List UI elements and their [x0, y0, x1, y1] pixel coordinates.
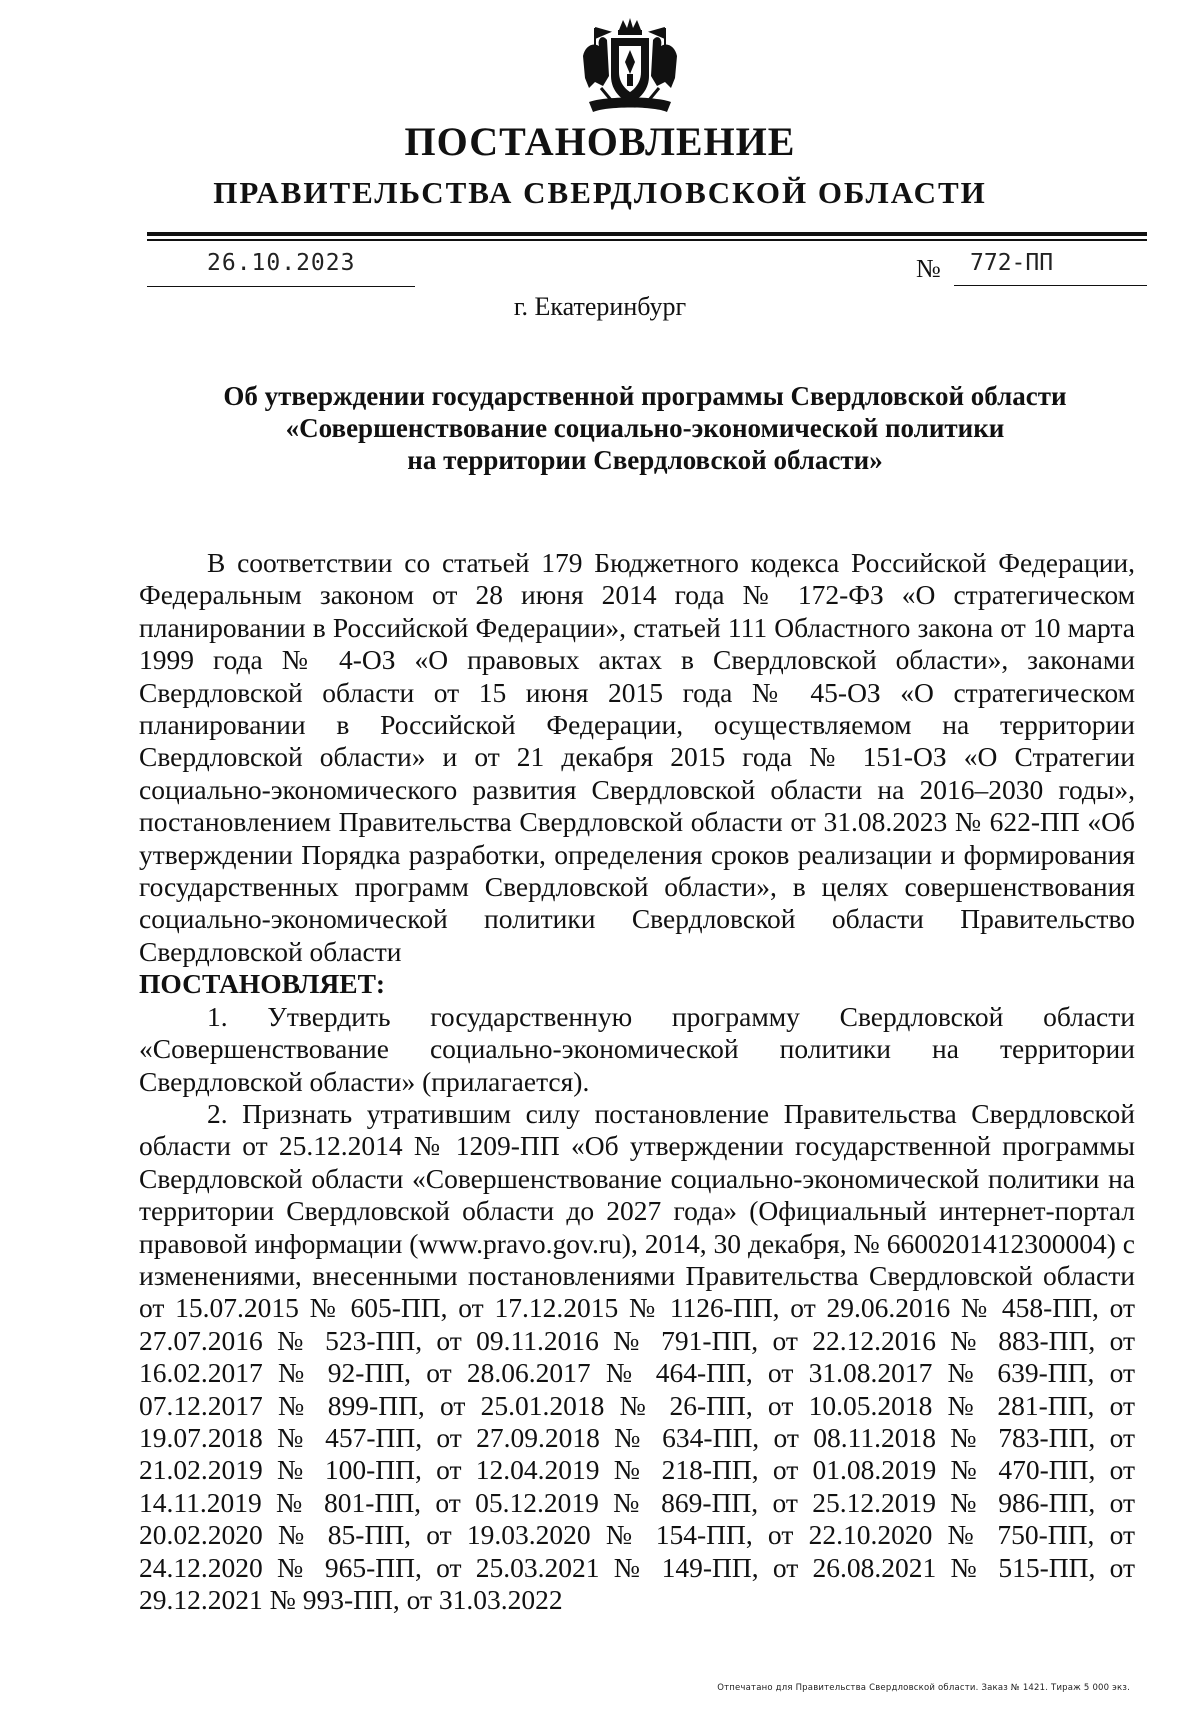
- preamble-paragraph: В соответствии со статьей 179 Бюджетного кодекса Российской Федерации, Федеральным законом от 28 июня 2014 года № 172-ФЗ «О стратегическом планировании в Российской Федерации», статьей 111 Областного закона от 10 марта 1999 года № 4-ОЗ «О правовых актах в Свердловской области», законами Свердловской области от 15 июня 2015 года № 45-ОЗ «О стратегическом планировании в Российской Федерации, осуществляемом на территории Свердловской области» и от 21 декабря 2015 года № 151-ОЗ «О Стратегии социально-экономического развития Свердловской области на 2016–2030 годы», постановлением Правительства Свердловской области от 31.08.2023 № 622-ПП «Об утверждении Порядка разработки, определения сроков реализации и формирования государственных программ Свердловской области», в целях совершенствования социально-экономической политики Свердловской области Правительство Свердловской области: [139, 547, 1135, 967]
- act-heading-line-3: на территории Свердловской области»: [407, 445, 883, 475]
- document-body: [139, 547, 1135, 1616]
- document-number: 772-ПП: [970, 250, 1054, 276]
- header-rule-thin: [147, 239, 1147, 241]
- decree-word: ПОСТАНОВЛЯЕТ:: [139, 968, 386, 1000]
- place-of-issue: г. Екатеринбург: [513, 292, 687, 321]
- document-type-title: ПОСТАНОВЛЕНИЕ: [404, 119, 796, 164]
- item-1-paragraph: 1. Утвердить государственную программу Свердловской области «Совершенствование социально-экономической политики на территории Свердловской области» (прилагается).: [139, 1000, 1135, 1097]
- header-rule-thick: [147, 232, 1147, 236]
- act-heading-line-1: Об утверждении государственной программы Свердловской области: [223, 381, 1067, 411]
- act-heading-line-2: «Совершенствование социально-экономической политики: [285, 413, 1005, 443]
- act-heading: [140, 380, 1150, 476]
- number-field: [916, 248, 1147, 286]
- print-imprint: Отпечатано для Правительства Свердловской области. Заказ № 1421. Тираж 5 000 экз.: [717, 1683, 1130, 1693]
- number-sign: №: [916, 254, 941, 283]
- issuing-authority: ПРАВИТЕЛЬСТВА СВЕРДЛОВСКОЙ ОБЛАСТИ: [213, 175, 987, 210]
- item-2-paragraph: 2. Признать утратившим силу постановление Правительства Свердловской области от 25.12.2014 № 1209-ПП «Об утверждении государственной программы Свердловской области «Совершенствование социально-экономической политики на территории Свердловской области до 2027 года» (Официальный интернет-портал правовой информации (www.pravo.gov.ru), 2014, 30 декабря, № 6600201412300004) с изменениями, внесенными постановлениями Правительства Свердловской области от 15.07.2015 № 605-ПП, от 17.12.2015 № 1126-ПП, от 29.06.2016 № 458-ПП, от 27.07.2016 № 523-ПП, от 09.11.2016 № 791-ПП, от 22.12.2016 № 883-ПП, от 16.02.2017 № 92-ПП, от 28.06.2017 № 464-ПП, от 31.08.2017 № 639-ПП, от 07.12.2017 № 899-ПП, от 25.01.2018 № 26-ПП, от 10.05.2018 № 281-ПП, от 19.07.2018 № 457-ПП, от 27.09.2018 № 634-ПП, от 08.11.2018 № 783-ПП, от 21.02.2019 № 100-ПП, от 12.04.2019 № 218-ПП, от 01.08.2019 № 470-ПП, от 14.11.2019 № 801-ПП, от 05.12.2019 № 869-ПП, от 25.12.2019 № 986-ПП, от 20.02.2020 № 85-ПП, от 19.03.2020 № 154-ПП, от 22.10.2020 № 750-ПП, от 24.12.2020 № 965-ПП, от 25.03.2021 № 149-ПП, от 26.08.2021 № 515-ПП, от 29.12.2021 № 993-ПП, от 31.03.2022: [139, 1097, 1135, 1615]
- date-field: [147, 248, 415, 287]
- coat-of-arms-emblem: [575, 16, 685, 120]
- document-date: 26.10.2023: [207, 250, 356, 276]
- number-underline: [954, 285, 1147, 286]
